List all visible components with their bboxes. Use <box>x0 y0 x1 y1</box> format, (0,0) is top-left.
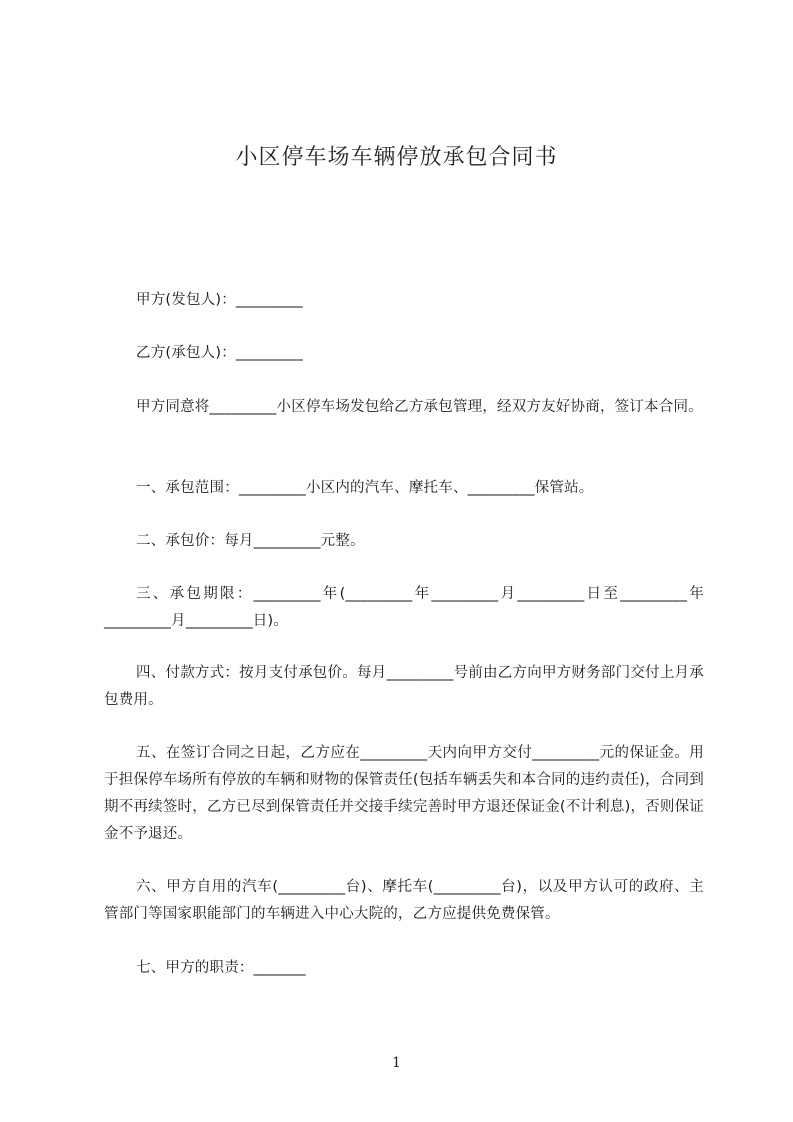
intro-paragraph: 甲方同意将_________小区停车场发包给乙方承包管理，经双方友好协商，签订本合同。 <box>136 399 703 415</box>
clause-7-duties: 七、甲方的职责：_______ <box>136 960 306 976</box>
party-b-line: 乙方(承包人)：_________ <box>136 345 303 361</box>
clause-3-term: 三、承包期限：_________年(_________年_________月_________日至_________年_________月_________日)。 <box>104 586 704 629</box>
clause-2-price: 二、承包价：每月_________元整。 <box>136 533 365 549</box>
party-a-line: 甲方(发包人)：_________ <box>136 292 303 308</box>
document-title: 小区停车场车辆停放承包合同书 <box>235 145 558 170</box>
page-number: 1 <box>392 1055 401 1071</box>
clause-6-free-parking: 六、甲方自用的汽车(_________台)、摩托车(_________台)，以及甲方认可的政府、主管部门等国家职能部门的车辆进入中心大院的，乙方应提供免费保管。 <box>104 879 704 922</box>
clause-5-deposit: 五、在签订合同之日起，乙方应在_________天内向甲方交付_________元的保证金。用于担保停车场所有停放的车辆和财物的保管责任(包括车辆丢失和本合同的违约责任)，合同到期不再续签时，乙方已尽到保管责任并交接手续完善时甲方退还保证金(不计利息)，否则保证金不予退还。 <box>104 745 704 842</box>
clause-4-payment: 四、付款方式：按月支付承包价。每月_________号前由乙方向甲方财务部门交付上月承包费用。 <box>104 665 704 708</box>
clause-1-scope: 一、承包范围：_________小区内的汽车、摩托车、_________保管站。 <box>136 480 594 496</box>
